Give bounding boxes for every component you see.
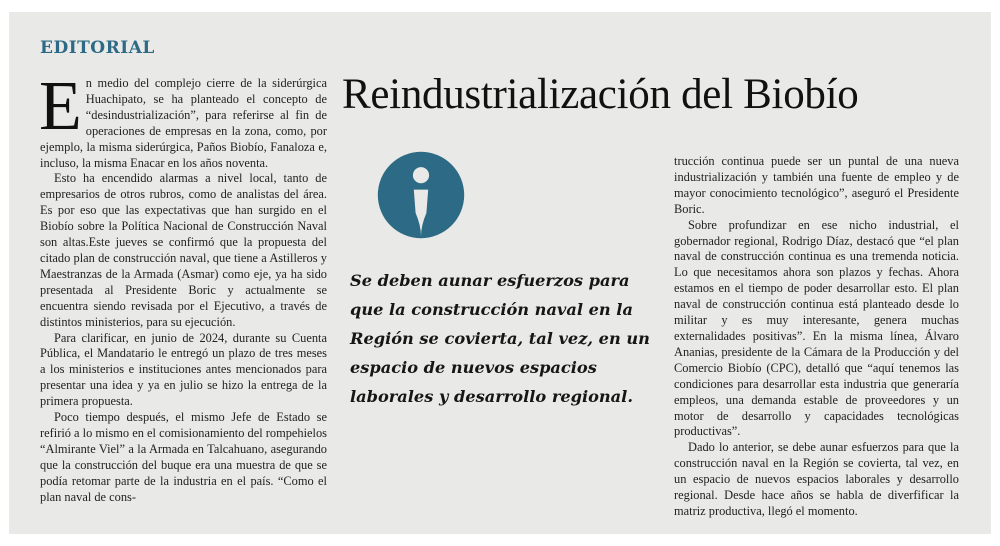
info-logo-icon <box>376 150 466 240</box>
article-title: Reindustrialización del Biobío <box>342 71 859 118</box>
paragraph-5: trucción continua puede ser un puntal de una nueva industrialización y también una fuente de empleo y de mayor conocimiento tecnológico”, aseguró el Presidente Boric. <box>674 154 959 216</box>
drop-cap: E <box>39 68 82 145</box>
paragraph-2: Esto ha encendido alarmas a nivel local, tanto de empresarios de otros rubros, como de analistas del área. Es por eso que las expectativas que han surgido en el Biobío sobre la Política Nacional de Construcción Naval son altas.Este jueves se confirmó que la propuesta del citado plan de construcción naval, que tiene a Astilleros y Maestranzas de la Armada (Asmar) como eje, ya ha sido presentada al Presidente Boric y actualmente se encuentra siendo revisada por el Ejecutivo, a través de distintos ministerios, para su ejecución. <box>40 171 327 329</box>
pull-quote: Se deben aunar esfuerzos para que la construcción naval en la Región se covierta, tal vez, en un espacio de nuevos espacios laborales y desarrollo regional. <box>350 271 650 406</box>
column-right <box>674 154 959 520</box>
paragraph-4: Poco tiempo después, el mismo Jefe de Estado se refirió a lo mismo en el comisionamiento del rompehielos “Almirante Viel” a la Armada en Talcahuano, asegurando que la construcción del buque era una muestra de que se podía retomar parte de la industria en el país. “Como el plan naval de cons- <box>40 410 327 504</box>
paragraph-6: Sobre profundizar en ese nicho industrial, el gobernador regional, Rodrigo Díaz, destacó que “el plan naval de construcción continua es una tremenda noticia. Lo que necesitamos ahora son plazos y fechas. Ahora estamos en el tiempo de poder desarrollar esto. El plan naval de construcción continua está planteado desde lo militar y es muy interesante, genera muchas externalidades positivas”. En la misma línea, Álvaro Ananias, presidente de la Cámara de la Producción y del Comercio Biobío (CPC), detalló que “aquí tenemos las condiciones para desarrollar esta industria que generaría empleos, una demanda estable de proveedores y un motor de desarrollo y capacidades tecnológicas productivas”. <box>674 217 959 439</box>
paragraph-1 <box>39 68 327 171</box>
section-label: EDITORIAL <box>40 38 155 58</box>
column-left <box>39 68 327 505</box>
paragraph-1-text: n medio del complejo cierre de la siderúrgica Huachipato, se ha planteado el concepto de “desindustrialización”, para referirse al fin de operaciones de empresas en la zona, como, por ejemplo, la misma siderúrgica, Paños Biobío, Fanaloza e, incluso, la misma Enacar en los años noventa. <box>40 76 327 170</box>
paragraph-7: Dado lo anterior, se debe aunar esfuerzos para que la construcción naval en la Región se covierta, tal vez, en un espacio de nuevos espacios laborales y desarrollo regional. Desde hace años se habla de diverfificar la matriz productiva, llegó el momento. <box>674 440 959 518</box>
paragraph-3: Para clarificar, en junio de 2024, durante su Cuenta Pública, el Mandatario le entregó un plazo de tres meses a los ministerios e instituciones antes mencionados para presentar una idea y ya en julio se hizo la entrega de la primera propuesta. <box>40 330 327 409</box>
